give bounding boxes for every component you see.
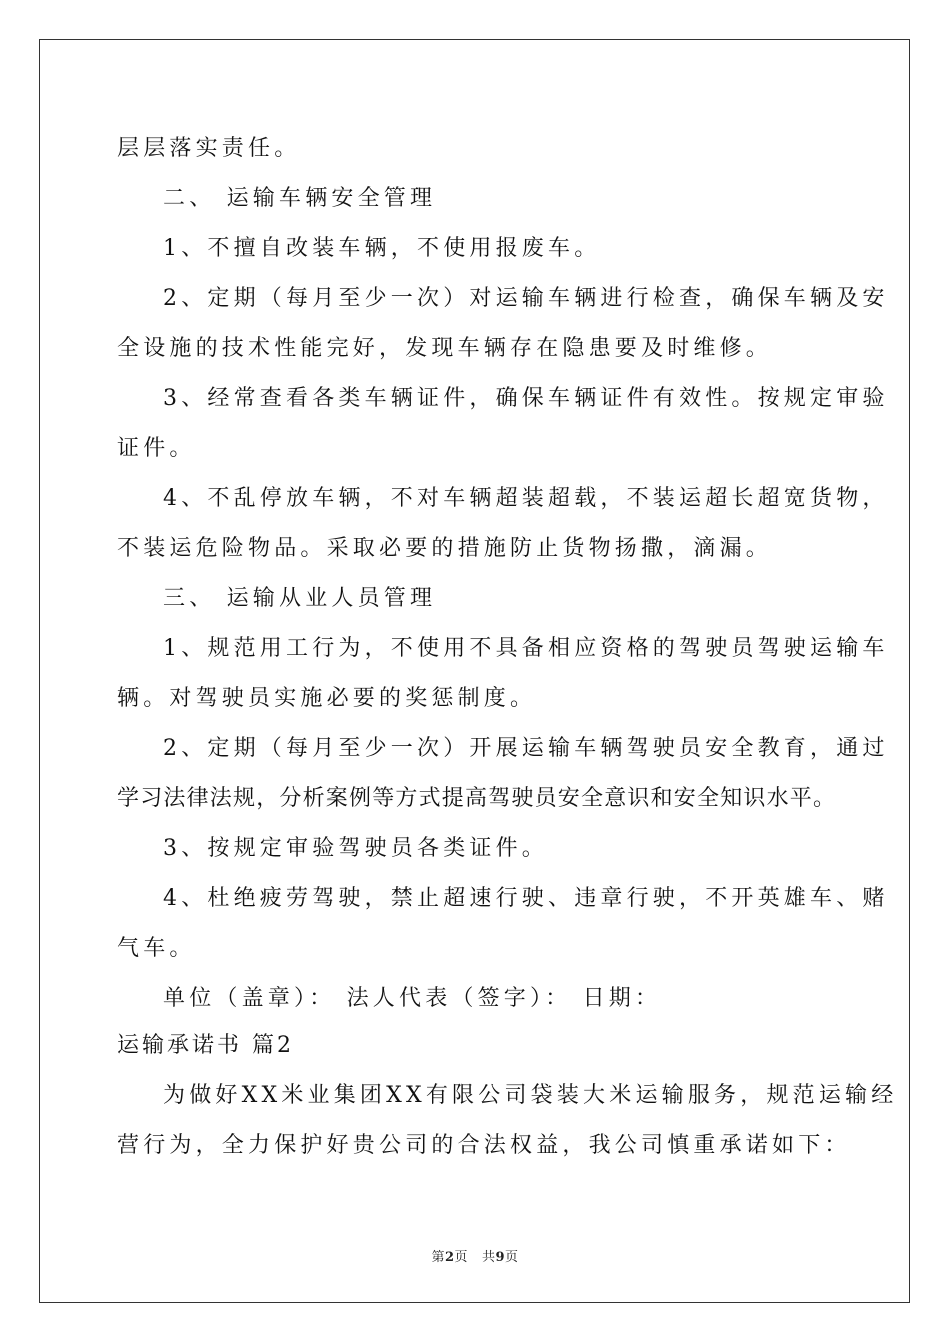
signature-line: 单位（盖章）： 法人代表（签字）： 日期： — [163, 986, 662, 1011]
paragraph-line: 学习法律法规，分析案例等方式提高驾驶员安全意识和安全知识水平。 — [117, 786, 837, 811]
paragraph-line: 全设施的技术性能完好，发现车辆存在隐患要及时维修。 — [117, 336, 773, 361]
page-number: 2 — [444, 1250, 455, 1265]
page-suffix: 页 — [454, 1250, 469, 1265]
paragraph-line: 不装运危险物品。采取必要的措施防止货物扬撒，滴漏。 — [117, 536, 773, 561]
paragraph-line: 气车。 — [117, 936, 196, 961]
page-footer — [0, 1246, 950, 1265]
paragraph-line: 2、定期（每月至少一次）开展运输车辆驾驶员安全教育，通过 — [163, 736, 889, 761]
paragraph-line: 4、杜绝疲劳驾驶，禁止超速行驶、违章行驶，不开英雄车、赌 — [163, 886, 889, 911]
total-suffix: 页 — [505, 1250, 519, 1265]
paragraph-line: 4、不乱停放车辆，不对车辆超装超载，不装运超长超宽货物， — [163, 486, 889, 511]
document-subtitle: 运输承诺书 篇2 — [117, 1033, 294, 1058]
total-pages: 9 — [495, 1250, 506, 1265]
total-prefix: 共 — [481, 1250, 496, 1265]
paragraph-line: 层层落实责任。 — [117, 136, 301, 161]
paragraph-line: 2、定期（每月至少一次）对运输车辆进行检查，确保车辆及安 — [163, 286, 889, 311]
section-heading: 二、 运输车辆安全管理 — [163, 186, 437, 211]
page-border — [39, 39, 910, 1303]
section-heading: 三、 运输从业人员管理 — [163, 586, 437, 611]
paragraph-line: 为做好XX米业集团XX有限公司袋装大米运输服务，规范运输经 — [163, 1083, 898, 1108]
paragraph-line: 3、经常查看各类车辆证件，确保车辆证件有效性。按规定审验 — [163, 386, 889, 411]
page-prefix: 第 — [431, 1250, 445, 1265]
paragraph-line: 1、规范用工行为，不使用不具备相应资格的驾驶员驾驶运输车 — [163, 636, 889, 661]
paragraph-line: 营行为，全力保护好贵公司的合法权益，我公司慎重承诺如下： — [117, 1133, 851, 1158]
paragraph-line: 辆。对驾驶员实施必要的奖惩制度。 — [117, 686, 537, 711]
paragraph-line: 3、按规定审验驾驶员各类证件。 — [163, 836, 548, 861]
paragraph-line: 1、不擅自改装车辆，不使用报废车。 — [163, 236, 601, 261]
paragraph-line: 证件。 — [117, 436, 196, 461]
